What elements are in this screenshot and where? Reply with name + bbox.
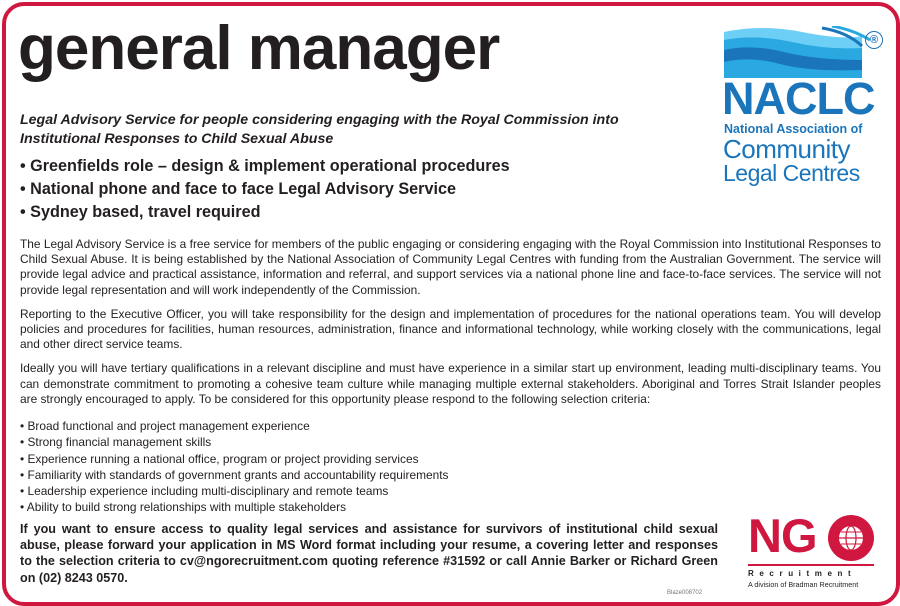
application-instructions: If you want to ensure access to quality legal services and assistance for survivors of institutional child sexual abuse, please forward your application in MS Word format including your resume, a covering letter and responses to the selection criteria to cv@ngorecruitment.com quoting reference #31592 or call Annie Barker or Richard Green on (02) 8243 0570. [20,522,718,585]
key-point: • Sydney based, travel required [20,203,261,221]
key-point: • Greenfields role – design & implement operational procedures [20,157,510,175]
globe-icon [828,515,874,561]
naclc-acronym: NACLC [722,73,875,124]
criteria-item: • Ability to build strong relationships with multiple stakeholders [20,500,347,515]
registered-trademark-icon: ® [865,31,883,49]
description-paragraph: The Legal Advisory Service is a free service for members of the public engaging or considering engaging with the Royal Commission into Institutional Responses to Child Sexual Abuse. It is being established by the National Association of Community Legal Centres with funding from the Australian Government. The service will provide legal advice and practical assistance, information and referral, and support services via a national phone line and face-to-face services. The service will not provide legal representation and will work independently of the Commission. [20,237,881,297]
ngo-divider [748,564,874,566]
naclc-line2: Community [723,134,850,164]
description-paragraph: Reporting to the Executive Officer, you will take responsibility for the design and implementation of procedures for the national operations team. You will develop policies and procedures for facilities, human resources, administration, finance and informational technology, while working closely with the communications, legal and other direct service teams. [20,306,881,352]
criteria-item: • Strong financial management skills [20,435,212,450]
criteria-item: • Familiarity with standards of government grants and accountability requirements [20,467,449,482]
ngo-recruitment-logo [748,509,883,590]
key-point: • National phone and face to face Legal Advisory Service [20,180,456,198]
naclc-line3: Legal Centres [723,160,860,186]
naclc-logo [722,26,886,186]
key-points-list [20,155,510,224]
ngo-division-label: A division of Bradman Recruitment [748,580,859,589]
job-subtitle: Legal Advisory Service for people considering engaging with the Royal Commission into Institutional Responses to Child Sexual Abuse [20,112,619,147]
criteria-item: • Broad functional and project management experience [20,419,310,433]
criteria-item: • Experience running a national office, program or project providing services [20,451,419,466]
description-paragraph: Ideally you will have tertiary qualifications in a relevant discipline and must have experience in a similar start up environment, leading multi-disciplinary teams. You can demonstrate commitment to promoting a cohesive team culture while managing multiple external stakeholders. Aboriginal and Torres Strait Islander peoples are strongly encouraged to apply. To be considered for this opportunity please respond to the following selection criteria: [20,361,881,406]
criteria-item: • Leadership experience including multi-disciplinary and remote teams [20,484,389,499]
selection-criteria-list [20,418,448,516]
description-body [20,237,881,416]
job-title: general manager [18,14,500,83]
ngo-recruitment-label: Recruitment [748,569,857,578]
reference-code: Blaze008702 [667,590,703,596]
naclc-line1: National Association of [724,122,863,136]
ngo-wordmark: NG [748,509,817,562]
naclc-waves-icon [722,26,872,78]
